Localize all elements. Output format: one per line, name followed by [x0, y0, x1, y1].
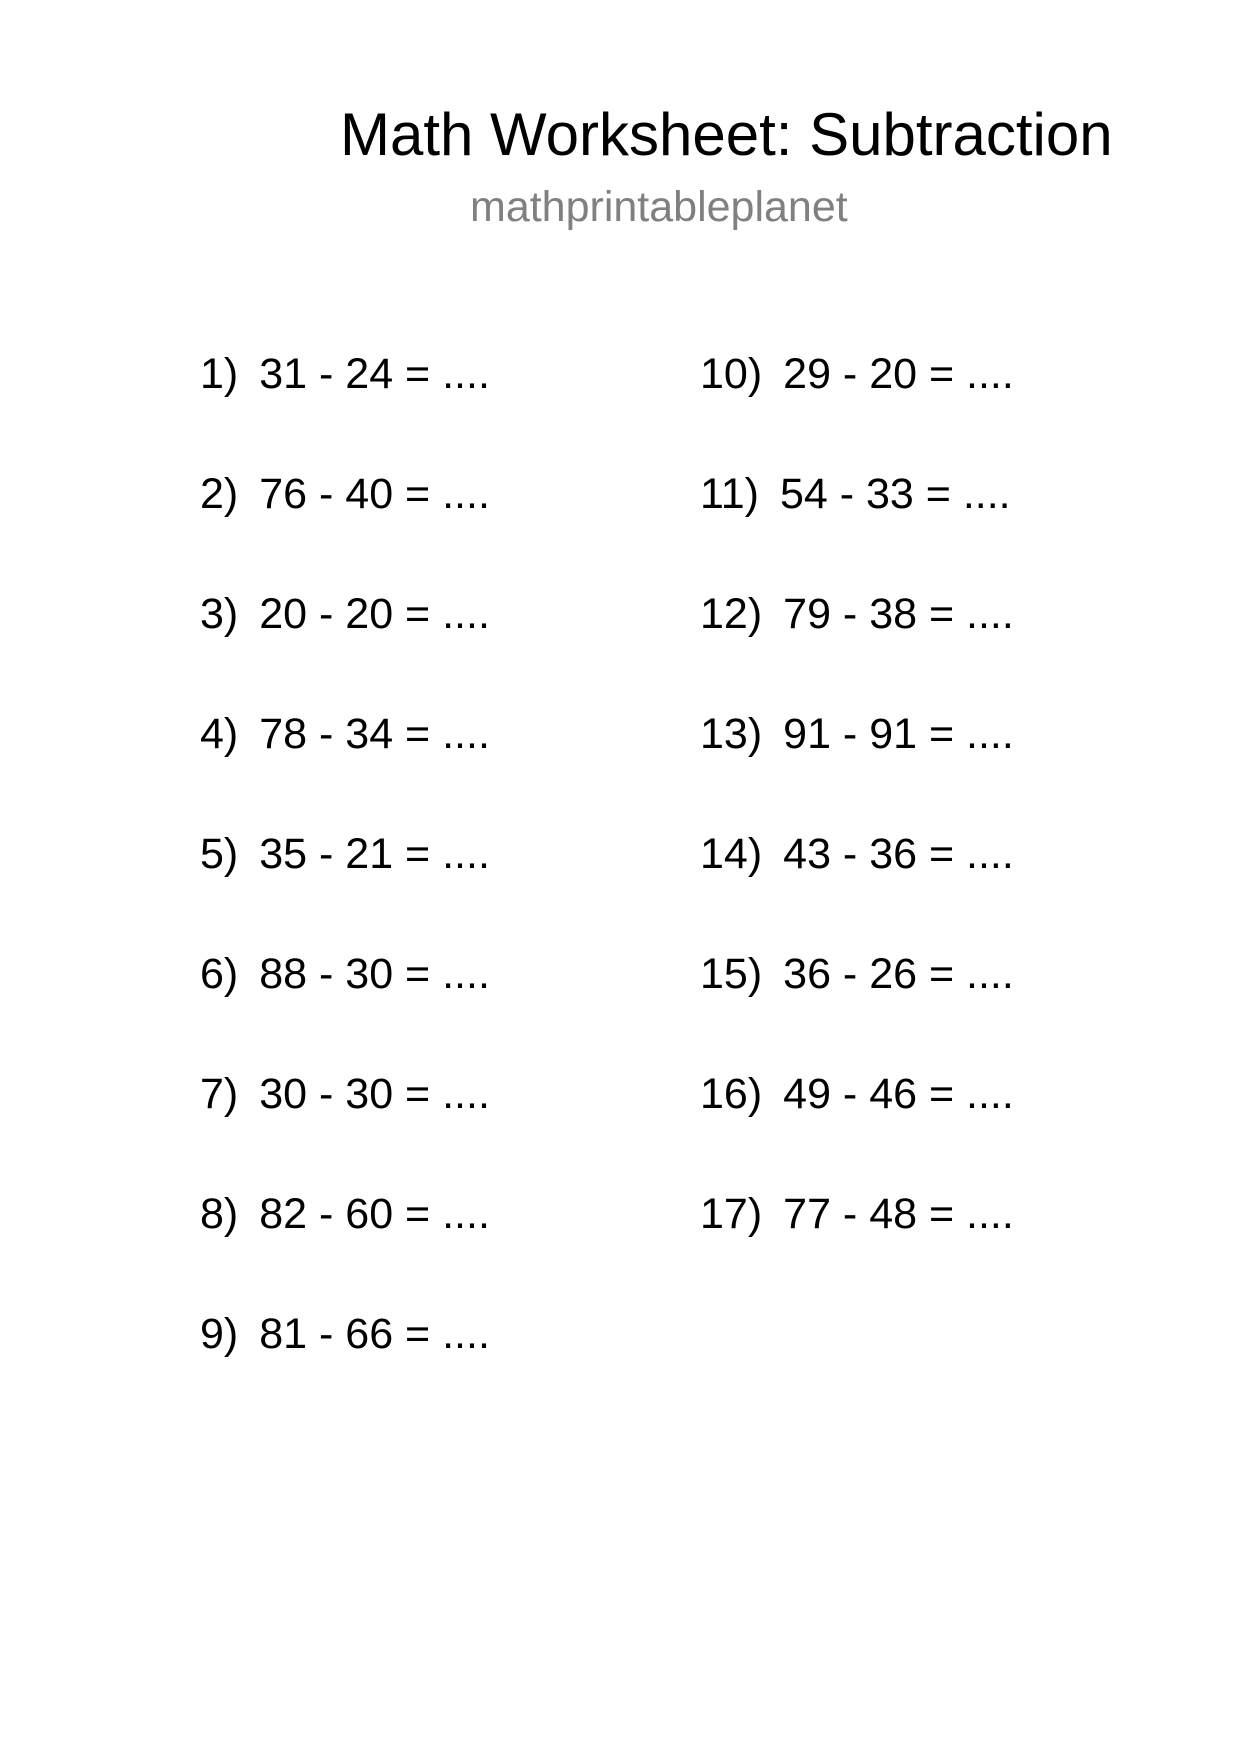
problem-expression: 31 - 24 = .... — [259, 350, 490, 398]
problem-item — [200, 344, 490, 404]
problem-expression: 36 - 26 = .... — [783, 950, 1014, 998]
problem-item — [200, 1304, 490, 1364]
problem-expression: 54 - 33 = .... — [779, 470, 1011, 518]
problem-item — [200, 584, 490, 644]
problem-number: 2) — [200, 470, 239, 518]
problem-number: 14) — [700, 830, 763, 878]
problem-item — [200, 824, 490, 884]
problem-number: 6) — [200, 950, 239, 998]
problem-expression: 76 - 40 = .... — [259, 470, 490, 518]
problem-number: 12) — [700, 590, 763, 638]
problem-number: 4) — [200, 710, 239, 758]
worksheet-subtitle: mathprintableplanet — [470, 183, 848, 231]
problem-expression: 82 - 60 = .... — [259, 1190, 490, 1238]
problem-item — [700, 704, 1014, 764]
problem-expression: 88 - 30 = .... — [259, 950, 490, 998]
problem-expression: 91 - 91 = .... — [783, 710, 1014, 758]
problem-item — [200, 1184, 490, 1244]
problem-number: 16) — [700, 1070, 763, 1118]
problem-expression: 20 - 20 = .... — [259, 590, 490, 638]
problem-expression: 29 - 20 = .... — [783, 350, 1014, 398]
problem-expression: 49 - 46 = .... — [783, 1070, 1014, 1118]
problem-expression: 79 - 38 = .... — [783, 590, 1014, 638]
worksheet-title: Math Worksheet: Subtraction — [340, 101, 1113, 168]
problem-item — [700, 944, 1014, 1004]
problem-expression: 81 - 66 = .... — [259, 1310, 490, 1358]
problem-item — [700, 824, 1014, 884]
problem-expression: 43 - 36 = .... — [783, 830, 1014, 878]
problem-expression: 35 - 21 = .... — [259, 830, 490, 878]
problem-number: 11) — [700, 470, 759, 518]
problem-item — [700, 1064, 1014, 1124]
problem-number: 5) — [200, 830, 239, 878]
problem-expression: 77 - 48 = .... — [783, 1190, 1014, 1238]
problem-item — [200, 464, 490, 524]
problem-number: 17) — [700, 1190, 763, 1238]
problem-item — [700, 464, 1011, 524]
problem-item — [700, 344, 1014, 404]
problem-item — [200, 944, 490, 1004]
problem-number: 7) — [200, 1070, 239, 1118]
problem-item — [200, 1064, 490, 1124]
problem-number: 10) — [700, 350, 763, 398]
problem-number: 13) — [700, 710, 763, 758]
problem-number: 1) — [200, 350, 239, 398]
problem-number: 15) — [700, 950, 763, 998]
problem-number: 9) — [200, 1310, 239, 1358]
problem-item — [200, 704, 490, 764]
problem-item — [700, 1184, 1014, 1244]
problem-number: 8) — [200, 1190, 239, 1238]
problem-expression: 30 - 30 = .... — [259, 1070, 490, 1118]
problem-item — [700, 584, 1014, 644]
problem-number: 3) — [200, 590, 239, 638]
problem-expression: 78 - 34 = .... — [259, 710, 490, 758]
